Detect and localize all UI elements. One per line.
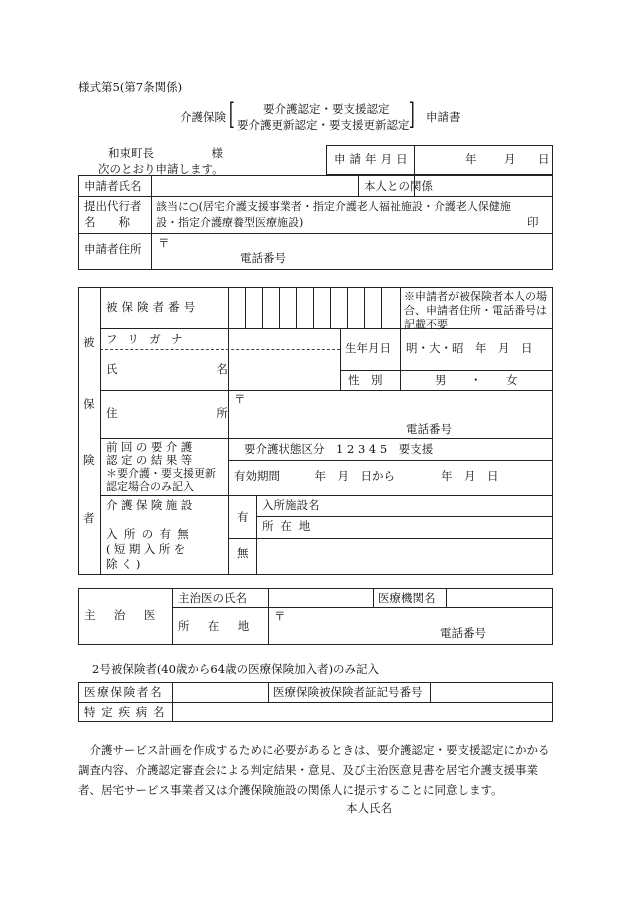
doctor-side-label: 主治医 [84, 608, 174, 622]
disease-label: 特定疾病名 [84, 705, 171, 719]
insured-number-label: 被保険者番号 [106, 300, 200, 314]
birthdate-label: 生年月日 [345, 341, 391, 355]
request-text: 次のとおり申請します。 [98, 162, 224, 176]
facility-location-label: 所在地 [262, 519, 318, 533]
certificate-label: 医療保険被保険者証記号番号 [273, 685, 423, 699]
date-year: 年 [465, 152, 477, 166]
title-prefix: 介護保険 [180, 110, 226, 124]
birthdate-value: 明・大・昭 年 月 日 [406, 341, 533, 355]
insured-phone-label: 電話番号 [406, 422, 452, 436]
doctor-name-label: 主治医の氏名 [178, 591, 247, 605]
agent-text-line1: 該当に○(居宅介護支援事業者・指定介護老人福祉施設・介護老人保健施 [156, 200, 511, 213]
facility-yes: 有 [237, 510, 249, 524]
sex-label: 性 別 [348, 373, 383, 387]
form-number: 様式第5(第7条関係) [78, 80, 183, 94]
relation-label: 本人との関係 [364, 179, 433, 193]
date-month: 月 [504, 152, 516, 166]
facility-label4: 除く) [106, 557, 144, 571]
secondary-note: 2号被保険者(40歳から64歳の医療保険加入者)のみ記入 [92, 662, 380, 676]
agent-text-line2: 設・指定介護療養型医療施設) [156, 216, 304, 229]
sex-dot: ・ [470, 373, 482, 387]
facility-label3: (短期入所を [106, 542, 189, 556]
validity-period: 有効期間 年 月 日から 年 月 日 [234, 469, 499, 483]
applicant-name-label: 申請者氏名 [84, 179, 142, 193]
side-char: 保 [83, 397, 95, 411]
previous-label2: 認定の結果等 [106, 453, 196, 467]
signature-label: 本人氏名 [346, 801, 392, 815]
applicant-phone-label: 電話番号 [240, 251, 286, 265]
sex-male: 男 [435, 373, 447, 387]
previous-label4: 認定場合のみ記入 [106, 480, 194, 493]
doctor-postal-mark: 〒 [274, 609, 286, 623]
institution-label: 医療機関名 [378, 591, 436, 605]
left-brace: [ [228, 97, 235, 132]
addressee: 和束町長 様 [108, 146, 223, 160]
facility-label1: 介護保険施設 [106, 498, 196, 512]
side-char: 険 [83, 453, 95, 467]
doctor-phone-label: 電話番号 [440, 626, 486, 640]
insured-address-label: 住 所 [106, 406, 254, 420]
side-char: 者 [83, 511, 95, 525]
previous-label3: ＊要介護・要支援更新 [106, 467, 216, 480]
insurer-label: 医療保険者名 [84, 685, 164, 699]
facility-label2: 入所の有無 [106, 527, 196, 541]
agent-label: 提出代行者 [84, 199, 142, 213]
previous-label1: 前回の要介護 [106, 440, 196, 454]
care-level: 要介護状態区分 1 2 3 4 5 要支援 [244, 442, 434, 456]
title-suffix: 申請書 [426, 110, 461, 124]
furigana-label: フリガナ [106, 332, 193, 346]
applicant-table [78, 175, 553, 270]
consent-text: 介護サービス計画を作成するために必要があるときは、要介護認定・要支援認定にかかる調査内容、介護認定審査会による判定結果・意見、及び主治医意見書を居宅介護支援事業者、居宅サービス事業者又は介護保険施設の関係人に提示することに同意します。 [78, 743, 550, 797]
sex-female: 女 [506, 373, 518, 387]
seal-mark: 印 [527, 215, 539, 229]
number-note: ※申請者が被保険者本人の場合、申請者住所・電話番号は記載不要 [404, 290, 547, 331]
insured-postal-mark: 〒 [234, 392, 246, 406]
side-char: 被 [83, 335, 95, 349]
right-brace: ] [408, 97, 415, 132]
title-line2: 要介護更新認定・要支援更新認定 [237, 118, 410, 132]
insured-name-label: 氏 名 [106, 362, 254, 376]
date-label: 申請年月日 [334, 152, 412, 166]
doctor-location-label: 所在地 [178, 619, 268, 633]
title-line1: 要介護認定・要支援認定 [263, 102, 390, 116]
facility-no: 無 [237, 546, 249, 560]
agent-label-name: 名 称 [84, 215, 130, 229]
date-day: 日 [538, 152, 550, 166]
postal-mark: 〒 [158, 236, 170, 250]
facility-name-label: 入所施設名 [262, 498, 320, 512]
applicant-address-label: 申請者住所 [84, 242, 142, 256]
